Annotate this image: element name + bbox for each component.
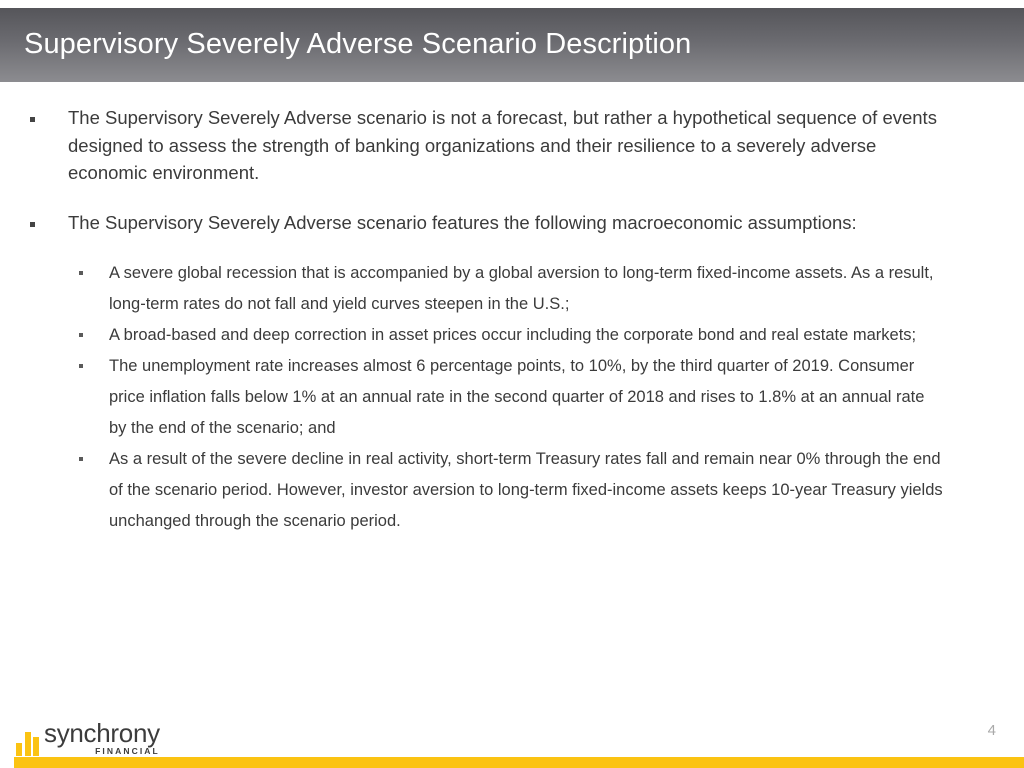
footer-accent-bar [14,757,1024,768]
sub-bullet-text: A broad-based and deep correction in asset prices occur including the corporate bond and real estate markets; [109,326,917,344]
sub-bullet-marker-icon [79,457,83,461]
page-number: 4 [987,722,996,739]
logo-bar-medium [33,737,39,756]
synchrony-bars-icon [16,732,39,756]
sub-bullet-list [0,258,1024,537]
bullet-item [0,104,1024,187]
sub-bullet-text: The unemployment rate increases almost 6 percentage points, to 10%, by the third quarter of 2019. Consumer price inflation falls below 1% at an annual rate in the second quarter of 2018 and rises to 1.8% at an annual rate by the end of the scenario; and [109,357,925,437]
synchrony-financial-logo [16,718,160,756]
bullet-marker-icon [30,117,35,122]
logo-wordmark [44,718,160,756]
sub-bullet-text: As a result of the severe decline in real activity, short-term Treasury rates fall and remain near 0% through the end of the scenario period. However, investor aversion to long-term fixed-income assets keeps 10-year Treasury yields unchanged through the scenario period. [109,450,943,530]
slide-body [0,104,1024,537]
bullet-text: The Supervisory Severely Adverse scenario is not a forecast, but rather a hypothetical sequence of events designed to assess the strength of banking organizations and their resilience to a severely adverse economic environment. [68,107,937,183]
sub-bullet-marker-icon [79,333,83,337]
sub-bullet-item [79,258,1024,320]
bullet-text: The Supervisory Severely Adverse scenario features the following macroeconomic assumptions: [68,211,857,233]
sub-bullet-item [79,320,1024,351]
logo-bar-short [16,743,22,756]
slide-title-bar [0,8,1024,82]
sub-bullet-item [79,444,1024,537]
logo-name-text: synchrony [44,718,160,748]
logo-subtitle-text: FINANCIAL [95,746,160,756]
logo-bar-tall [25,732,31,756]
sub-bullet-marker-icon [79,271,83,275]
page-title: Supervisory Severely Adverse Scenario Description [24,28,692,61]
sub-bullet-marker-icon [79,364,83,368]
sub-bullet-text: A severe global recession that is accompanied by a global aversion to long-term fixed-income assets. As a result, long-term rates do not fall and yield curves steepen in the U.S.; [109,264,934,313]
sub-bullet-item [79,351,1024,444]
bullet-marker-icon [30,222,35,227]
bullet-item [0,209,1024,237]
